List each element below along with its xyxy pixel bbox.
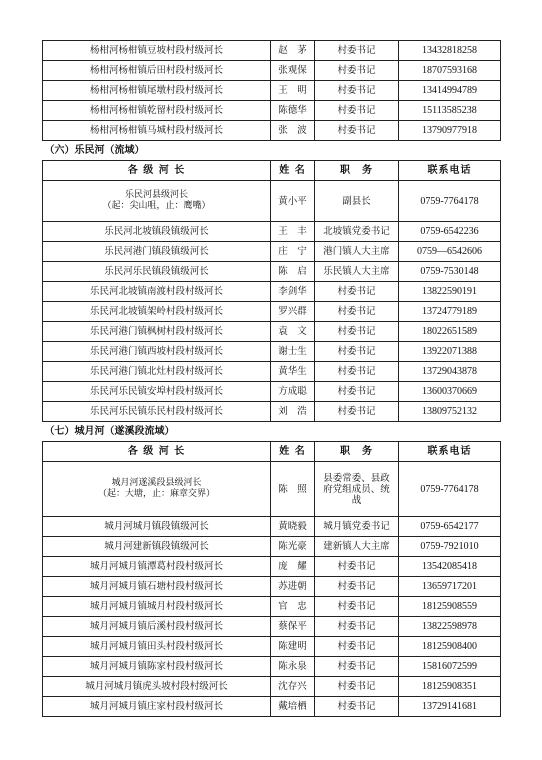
phone-number: 0759-7764178 — [399, 181, 501, 222]
table-row — [43, 462, 501, 517]
phone-number: 18707593168 — [399, 61, 501, 81]
table-row — [43, 697, 501, 717]
table-row — [43, 61, 501, 81]
river-chief-level: 乐民河北坡镇架岭村段村级河长 — [43, 302, 271, 322]
job-title: 村委书记 — [315, 121, 399, 141]
job-title: 村委书记 — [315, 577, 399, 597]
table-row — [43, 242, 501, 262]
job-title: 村委书记 — [315, 557, 399, 577]
table-row — [43, 262, 501, 282]
river-chief-level: 城月河城月镇田头村段村级河长 — [43, 637, 271, 657]
lead-range: （起：尖山咀，止：鹰嘴） — [102, 201, 211, 211]
person-name: 陈 启 — [271, 262, 315, 282]
lead-name: 乐民河县级河长 — [124, 190, 188, 200]
column-header: 姓 名 — [271, 442, 315, 462]
job-title: 建新镇人大主席 — [315, 537, 399, 557]
table-row — [43, 617, 501, 637]
river-chief-table — [42, 40, 501, 717]
table-row — [43, 577, 501, 597]
phone-number: 13542085418 — [399, 557, 501, 577]
lead-range: （起：大塘，止：麻章交界） — [97, 489, 215, 499]
section-title: （七）城月河（遂溪段流域） — [43, 422, 501, 442]
river-chief-level: 乐民河乐民镇乐民村段村级河长 — [43, 402, 271, 422]
job-title: 县委常委、县政府党组成员、统战 — [315, 462, 399, 517]
river-chief-level: 杨柑河杨柑镇乾留村段村级河长 — [43, 101, 271, 121]
phone-number: 0759-6542236 — [399, 222, 501, 242]
table-row — [43, 362, 501, 382]
phone-number: 18125908351 — [399, 677, 501, 697]
table-row — [43, 677, 501, 697]
column-header: 姓 名 — [271, 161, 315, 181]
person-name: 李剑华 — [271, 282, 315, 302]
table-body — [43, 41, 501, 717]
table-row — [43, 121, 501, 141]
header-row — [43, 161, 501, 181]
column-header: 职 务 — [315, 442, 399, 462]
job-title: 村委书记 — [315, 302, 399, 322]
job-title: 村委书记 — [315, 677, 399, 697]
river-chief-level: 城月河城月镇后溪村段村级河长 — [43, 617, 271, 637]
job-title: 乐民镇人大主席 — [315, 262, 399, 282]
phone-number: 13659717201 — [399, 577, 501, 597]
river-chief-level: 乐民河乐民镇安埠村段村级河长 — [43, 382, 271, 402]
job-title: 副县长 — [315, 181, 399, 222]
section-title: （六）乐民河（流域） — [43, 141, 501, 161]
job-title: 村委书记 — [315, 81, 399, 101]
person-name: 陈永泉 — [271, 657, 315, 677]
job-title: 村委书记 — [315, 282, 399, 302]
phone-number: 13724779189 — [399, 302, 501, 322]
job-title: 村委书记 — [315, 637, 399, 657]
phone-number: 13414994789 — [399, 81, 501, 101]
job-title: 北坡镇党委书记 — [315, 222, 399, 242]
job-title: 村委书记 — [315, 101, 399, 121]
phone-number: 13822598978 — [399, 617, 501, 637]
table-row — [43, 382, 501, 402]
phone-number: 0759-6542177 — [399, 517, 501, 537]
job-title: 城月镇党委书记 — [315, 517, 399, 537]
person-name: 方成聪 — [271, 382, 315, 402]
phone-number: 18022651589 — [399, 322, 501, 342]
river-chief-level: 乐民河港门镇枫树村段村级河长 — [43, 322, 271, 342]
river-chief-level: 乐民河港门镇西坡村段村级河长 — [43, 342, 271, 362]
column-header: 各 级 河 长 — [43, 161, 271, 181]
river-chief-level: 城月河城月镇潭葛村段村级河长 — [43, 557, 271, 577]
phone-number: 13809752132 — [399, 402, 501, 422]
river-chief-level — [43, 181, 271, 222]
table-row — [43, 637, 501, 657]
phone-number: 0759-7530148 — [399, 262, 501, 282]
job-title: 村委书记 — [315, 657, 399, 677]
person-name: 袁 文 — [271, 322, 315, 342]
job-title: 村委书记 — [315, 402, 399, 422]
person-name: 张 波 — [271, 121, 315, 141]
person-name: 陈建明 — [271, 637, 315, 657]
river-chief-level: 城月河城月镇庄家村段村级河长 — [43, 697, 271, 717]
section-title-row — [43, 141, 501, 161]
person-name: 陈德华 — [271, 101, 315, 121]
job-title: 村委书记 — [315, 597, 399, 617]
table-row — [43, 597, 501, 617]
table-row — [43, 342, 501, 362]
job-title: 村委书记 — [315, 41, 399, 61]
lead-name: 城月河遂溪段县级河长 — [111, 478, 202, 488]
table-row — [43, 101, 501, 121]
table-row — [43, 402, 501, 422]
river-chief-level: 杨柑河杨柑镇尾墩村段村级河长 — [43, 81, 271, 101]
section-title-row — [43, 422, 501, 442]
table-row — [43, 557, 501, 577]
river-chief-level: 杨柑河杨柑镇豆坡村段村级河长 — [43, 41, 271, 61]
phone-number: 13432818258 — [399, 41, 501, 61]
table-row — [43, 517, 501, 537]
phone-number: 13729043878 — [399, 362, 501, 382]
person-name: 黄小平 — [271, 181, 315, 222]
job-title: 港门镇人大主席 — [315, 242, 399, 262]
person-name: 庄 宁 — [271, 242, 315, 262]
person-name: 官 忠 — [271, 597, 315, 617]
river-chief-level: 城月河城月镇城月村段村级河长 — [43, 597, 271, 617]
table-row — [43, 657, 501, 677]
person-name: 戴培栖 — [271, 697, 315, 717]
person-name: 张观保 — [271, 61, 315, 81]
river-chief-level: 乐民河北坡镇南渡村段村级河长 — [43, 282, 271, 302]
person-name: 沈存兴 — [271, 677, 315, 697]
job-title: 村委书记 — [315, 322, 399, 342]
person-name: 黄华生 — [271, 362, 315, 382]
table-row — [43, 81, 501, 101]
table-row — [43, 282, 501, 302]
phone-number: 15113585238 — [399, 101, 501, 121]
phone-number: 15816072599 — [399, 657, 501, 677]
column-header: 联系电话 — [399, 442, 501, 462]
phone-number: 0759-7764178 — [399, 462, 501, 517]
person-name: 陈光豪 — [271, 537, 315, 557]
phone-number: 13729141681 — [399, 697, 501, 717]
person-name: 刘 浩 — [271, 402, 315, 422]
river-chief-level: 城月河城月镇段镇级河长 — [43, 517, 271, 537]
person-name: 罗兴群 — [271, 302, 315, 322]
phone-number: 13790977918 — [399, 121, 501, 141]
table-row — [43, 222, 501, 242]
person-name: 黄晓毅 — [271, 517, 315, 537]
job-title: 村委书记 — [315, 342, 399, 362]
river-chief-level: 城月河城月镇陈家村段村级河长 — [43, 657, 271, 677]
phone-number: 0759—6542606 — [399, 242, 501, 262]
header-row — [43, 442, 501, 462]
job-title: 村委书记 — [315, 382, 399, 402]
table-row — [43, 41, 501, 61]
table-row — [43, 322, 501, 342]
river-chief-level: 乐民河港门镇北灶村段村级河长 — [43, 362, 271, 382]
river-chief-level: 城月河城月镇虎头坡村段村级河长 — [43, 677, 271, 697]
person-name: 庞 耀 — [271, 557, 315, 577]
river-chief-level: 乐民河乐民镇段镇级河长 — [43, 262, 271, 282]
phone-number: 13822590191 — [399, 282, 501, 302]
phone-number: 13600370669 — [399, 382, 501, 402]
river-chief-level: 乐民河北坡镇段镇级河长 — [43, 222, 271, 242]
job-title: 村委书记 — [315, 362, 399, 382]
job-title: 村委书记 — [315, 61, 399, 81]
column-header: 职 务 — [315, 161, 399, 181]
job-title: 村委书记 — [315, 697, 399, 717]
river-chief-level — [43, 462, 271, 517]
river-chief-level: 杨柑河杨柑镇马城村段村级河长 — [43, 121, 271, 141]
person-name: 谢士生 — [271, 342, 315, 362]
phone-number: 13922071388 — [399, 342, 501, 362]
document-page — [42, 40, 500, 717]
table-row — [43, 537, 501, 557]
person-name: 王 明 — [271, 81, 315, 101]
column-header: 各 级 河 长 — [43, 442, 271, 462]
person-name: 蔡保平 — [271, 617, 315, 637]
phone-number: 18125908400 — [399, 637, 501, 657]
person-name: 苏进朝 — [271, 577, 315, 597]
column-header: 联系电话 — [399, 161, 501, 181]
person-name: 王 丰 — [271, 222, 315, 242]
table-row — [43, 302, 501, 322]
river-chief-level: 城月河建新镇段镇级河长 — [43, 537, 271, 557]
person-name: 陈 照 — [271, 462, 315, 517]
phone-number: 18125908559 — [399, 597, 501, 617]
phone-number: 0759-7921010 — [399, 537, 501, 557]
river-chief-level: 乐民河港门镇段镇级河长 — [43, 242, 271, 262]
table-row — [43, 181, 501, 222]
job-title: 村委书记 — [315, 617, 399, 637]
river-chief-level: 杨柑河杨柑镇后田村段村级河长 — [43, 61, 271, 81]
river-chief-level: 城月河城月镇石塘村段村级河长 — [43, 577, 271, 597]
person-name: 赵 茅 — [271, 41, 315, 61]
